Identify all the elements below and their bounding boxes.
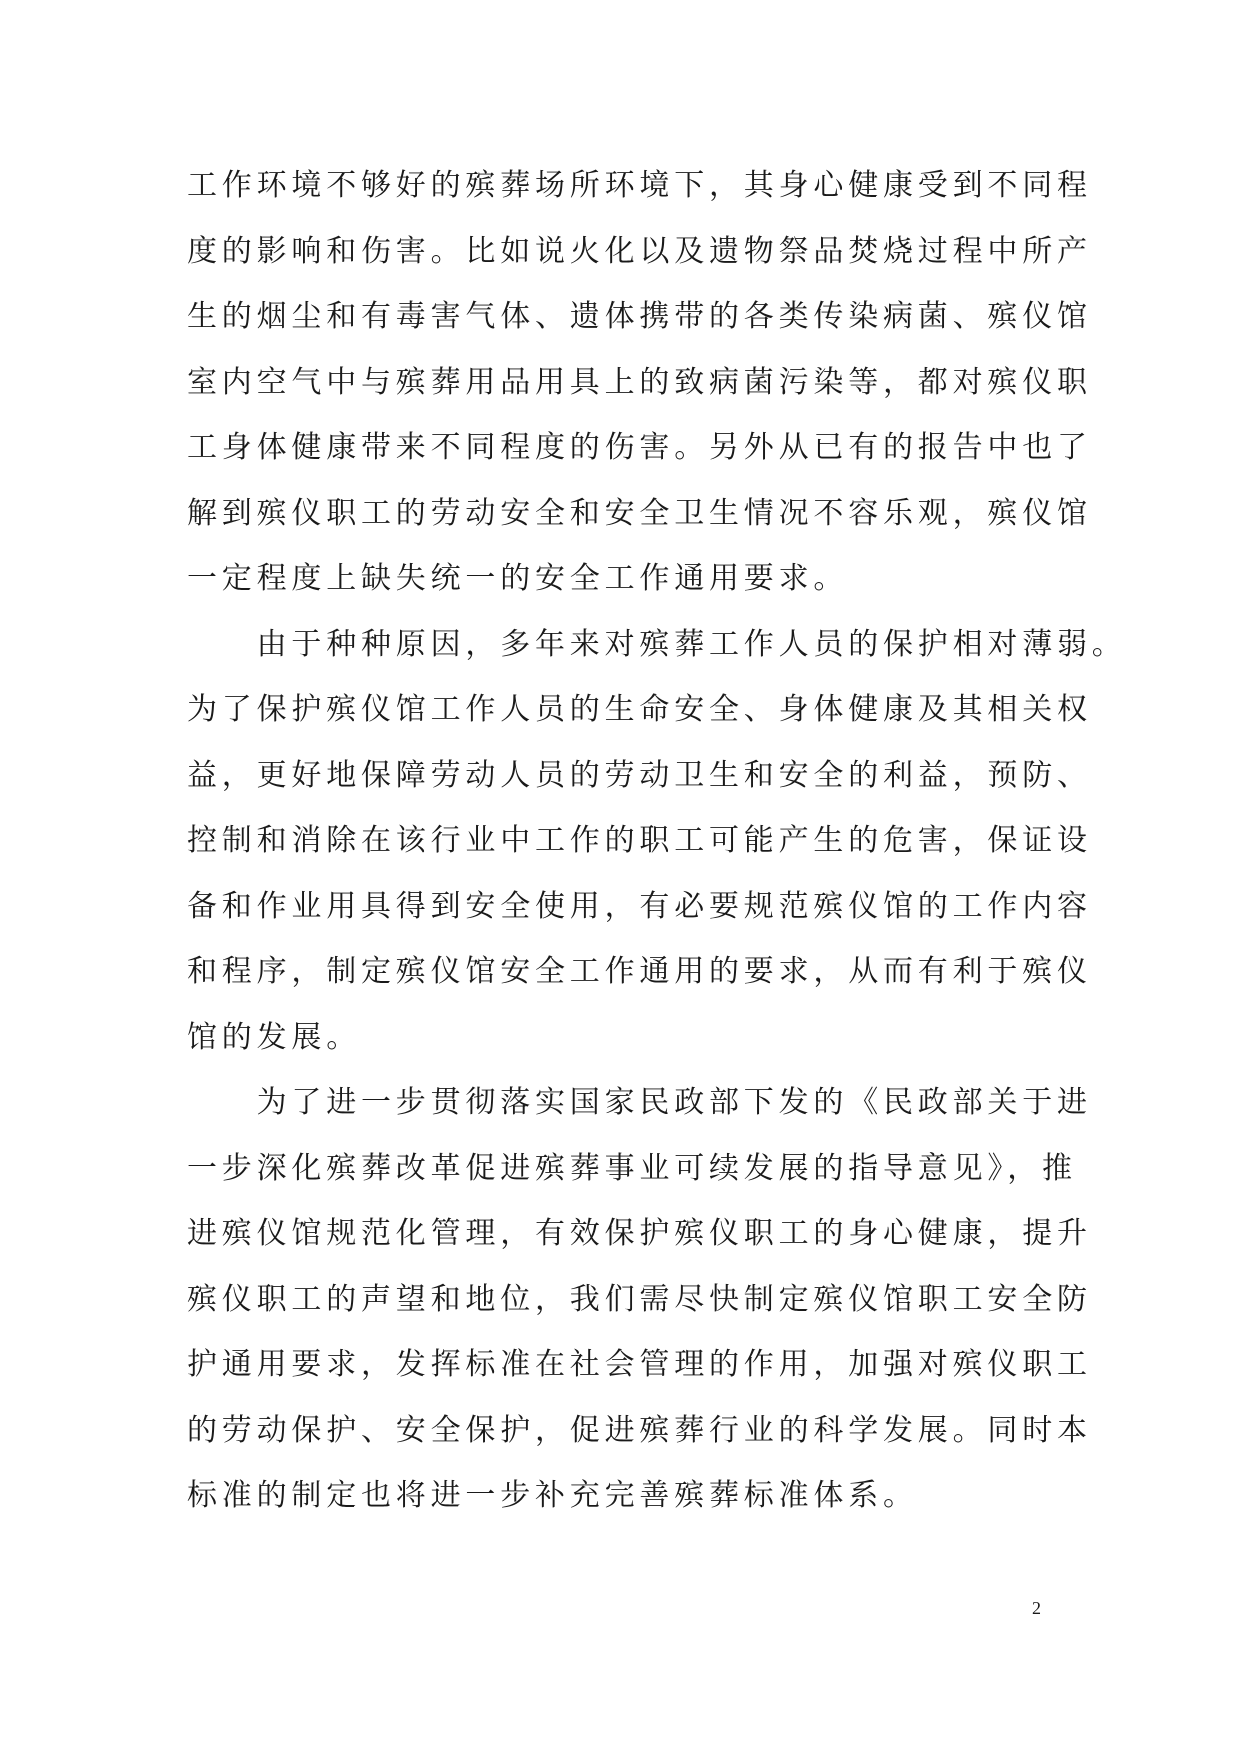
text-line: 殡仪职工的声望和地位，我们需尽快制定殡仪馆职工安全防 xyxy=(187,1281,1092,1317)
text-line: 标准的制定也将进一步补充完善殡葬标准体系。 xyxy=(187,1478,918,1513)
body-text xyxy=(187,153,1127,1529)
text-line: 为了保护殡仪馆工作人员的生命安全、身体健康及其相关权 xyxy=(187,692,1092,727)
text-line: 控制和消除在该行业中工作的职工可能产生的危害，保证设 xyxy=(187,823,1092,858)
text-line: 进殡仪馆规范化管理，有效保护殡仪职工的身心健康，提升 xyxy=(187,1216,1092,1251)
text-line: 一定程度上缺失统一的安全工作通用要求。 xyxy=(187,561,849,596)
text-line: 护通用要求，发挥标准在社会管理的作用，加强对殡仪职工 xyxy=(187,1347,1092,1382)
text-line: 由于种种原因，多年来对殡葬工作人员的保护相对薄弱。 xyxy=(187,626,1127,662)
text-line: 为了进一步贯彻落实国家民政部下发的《民政部关于进 xyxy=(187,1085,1092,1120)
text-line: 生的烟尘和有毒害气体、遗体携带的各类传染病菌、殡仪馆 xyxy=(187,299,1092,334)
text-line: 一步深化殡葬改革促进殡葬事业可续发展的指导意见》，推 xyxy=(187,1150,1077,1186)
text-line: 益，更好地保障劳动人员的劳动卫生和安全的利益，预防、 xyxy=(187,757,1092,793)
text-line: 和程序，制定殡仪馆安全工作通用的要求，从而有利于殡仪 xyxy=(187,954,1092,989)
text-line: 的劳动保护、安全保护，促进殡葬行业的科学发展。同时本 xyxy=(187,1412,1092,1448)
text-line: 工身体健康带来不同程度的伤害。另外从已有的报告中也了 xyxy=(187,430,1092,465)
page-number: 2 xyxy=(1032,1598,1041,1618)
text-line: 室内空气中与殡葬用品用具上的致病菌污染等，都对殡仪职 xyxy=(187,364,1092,400)
text-line: 备和作业用具得到安全使用，有必要规范殡仪馆的工作内容 xyxy=(187,888,1092,924)
text-line: 度的影响和伤害。比如说火化以及遗物祭品焚烧过程中所产 xyxy=(187,233,1092,269)
text-line: 工作环境不够好的殡葬场所环境下，其身心健康受到不同程 xyxy=(187,168,1092,203)
text-line: 馆的发展。 xyxy=(187,1019,361,1055)
text-line: 解到殡仪职工的劳动安全和安全卫生情况不容乐观，殡仪馆 xyxy=(187,495,1092,531)
